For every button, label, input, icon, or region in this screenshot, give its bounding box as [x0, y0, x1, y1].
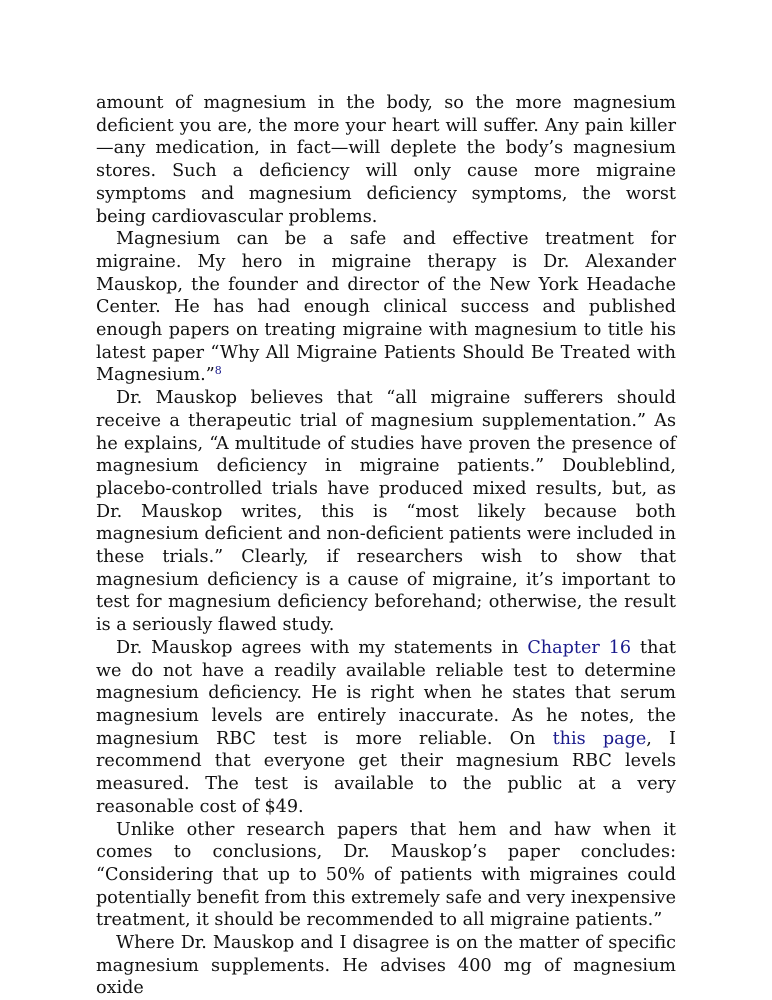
paragraph-1-text: amount of magnesium in the body, so the more magnesium deficient you are, the more your heart will suffer. Any pain killer—any medication, in fact—will deplete the body’s magnesium stores. Such a deficiency will only cause more migraine symptoms and magnesium deficiency symptoms, the worst being cardiovascular problems. [96, 93, 676, 227]
paragraph-5 [96, 819, 676, 933]
paragraph-4-text-b: that we do not have a readily available reliable test to determine magnesium deficiency. He is right when he states that serum magnesium levels are entirely inaccurate. As he notes, the magnesium RBC test is more reliable. On [96, 637, 676, 749]
paragraph-6-text: Where Dr. Mauskop and I disagree is on the matter of specific magnesium supplements. He advises 400 mg of magnesium oxide [96, 933, 676, 999]
paragraph-4-text-a: Dr. Mauskop agrees with my statements in [116, 637, 528, 658]
page-body [96, 92, 676, 1000]
paragraph-2-text: Magnesium can be a safe and effective treatment for migraine. My hero in migraine therapy is Dr. Alexander Mauskop, the founder and director of the New York Headache Center. He has had enough clinical success and published enough papers on treating migraine with magnesium to title his latest paper “Why All Migraine Patients Should Be Treated with Magnesium.” [96, 229, 676, 386]
this-page-link[interactable]: this page [552, 728, 647, 749]
footnote-ref-8[interactable]: 8 [214, 364, 222, 378]
chapter-16-link[interactable]: Chapter 16 [527, 637, 632, 658]
paragraph-4-text-c: , I recommend that everyone get their magnesium RBC levels measured. The test is available to the public at a very reasonable cost of $49. [96, 728, 677, 817]
paragraph-6 [96, 932, 676, 1000]
paragraph-4 [96, 637, 676, 819]
paragraph-3-text: Dr. Mauskop believes that “all migraine sufferers should receive a therapeutic trial of magnesium supplementation.” As he explains, “A multitude of studies have proven the presence of magnesium deficiency in migraine patients.” Doubleblind, placebo-controlled trials have produced mixed results, but, as Dr. Mauskop writes, this is “most likely because both magnesium deficient and non-deficient patients were included in these trials.” Clearly, if researchers wish to show that magnesium deficiency is a cause of migraine, it’s important to test for magnesium deficiency beforehand; otherwise, the result is a seriously flawed study. [96, 388, 676, 636]
paragraph-3 [96, 387, 676, 637]
paragraph-2 [96, 228, 676, 387]
paragraph-5-text: Unlike other research papers that hem and haw when it comes to conclusions, Dr. Mauskop’s paper concludes: “Considering that up to 50% of patients with migraines could potentially benefit from this extremely safe and very inexpensive treatment, it should be recommended to all migraine patients.” [96, 819, 676, 931]
paragraph-1 [96, 92, 676, 228]
